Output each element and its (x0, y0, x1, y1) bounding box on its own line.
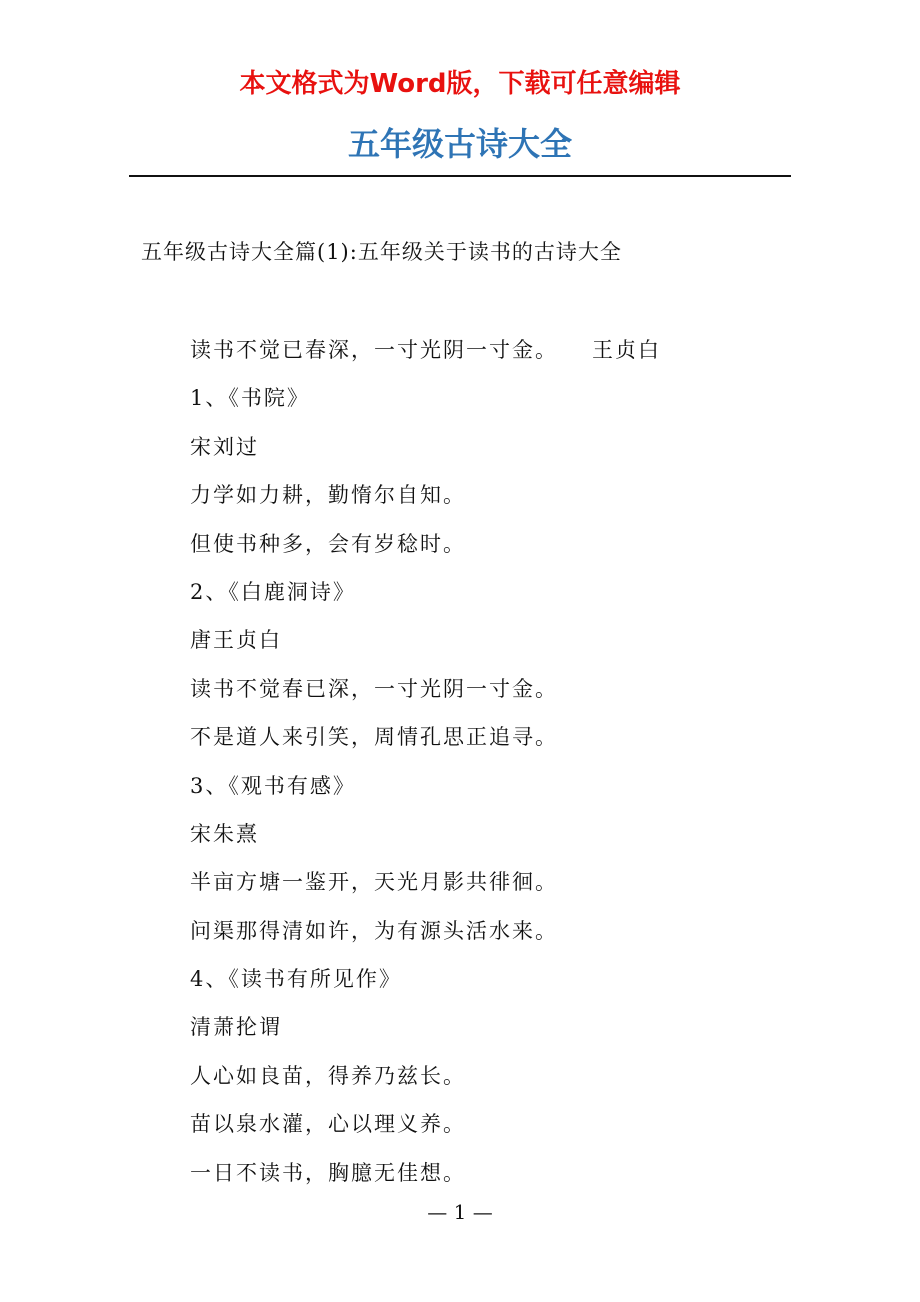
poem-line: 问渠那得清如许，为有源头活水来。 (190, 918, 558, 943)
poem-author: 宋刘过 (190, 434, 259, 459)
poem-heading: 3、《观书有感》 (190, 773, 356, 798)
epigraph-attribution: 王贞白 (592, 338, 661, 362)
poem-line: 力学如力耕，勤惰尔自知。 (190, 483, 466, 508)
poem-line: 半亩方塘一鉴开，天光月影共徘徊。 (190, 870, 558, 895)
poem-list (190, 330, 661, 1201)
page-number: — 1 — (427, 1200, 493, 1224)
poem-heading: 1、《书院》 (190, 386, 310, 411)
poem-line: 但使书种多，会有岁稔时。 (190, 531, 466, 556)
poem-line: 不是道人来引笑，周情孔思正追寻。 (190, 725, 558, 750)
poem-line: 读书不觉春已深，一寸光阴一寸金。 (190, 676, 558, 701)
poem-heading: 4、《读书有所见作》 (190, 967, 402, 992)
poem-author: 唐王贞白 (190, 628, 282, 653)
title-divider (129, 175, 791, 177)
poem-line: 苗以泉水灌，心以理义养。 (190, 1112, 466, 1137)
poem-author: 宋朱熹 (190, 821, 259, 846)
poem-line: 一日不读书，胸臆无佳想。 (190, 1160, 466, 1185)
poem-heading: 2、《白鹿洞诗》 (190, 579, 356, 604)
epigraph-text: 读书不觉已春深，一寸光阴一寸金。 (190, 338, 558, 362)
format-notice-banner: 本文格式为Word版，下载可任意编辑 (239, 69, 681, 99)
poem-author: 清萧抡谓 (190, 1015, 282, 1040)
poem-line: 人心如良苗，得养乃兹长。 (190, 1063, 466, 1088)
section-heading: 五年级古诗大全篇(1):五年级关于读书的古诗大全 (141, 240, 622, 264)
epigraph-line (190, 330, 661, 378)
page-title: 五年级古诗大全 (347, 125, 572, 163)
